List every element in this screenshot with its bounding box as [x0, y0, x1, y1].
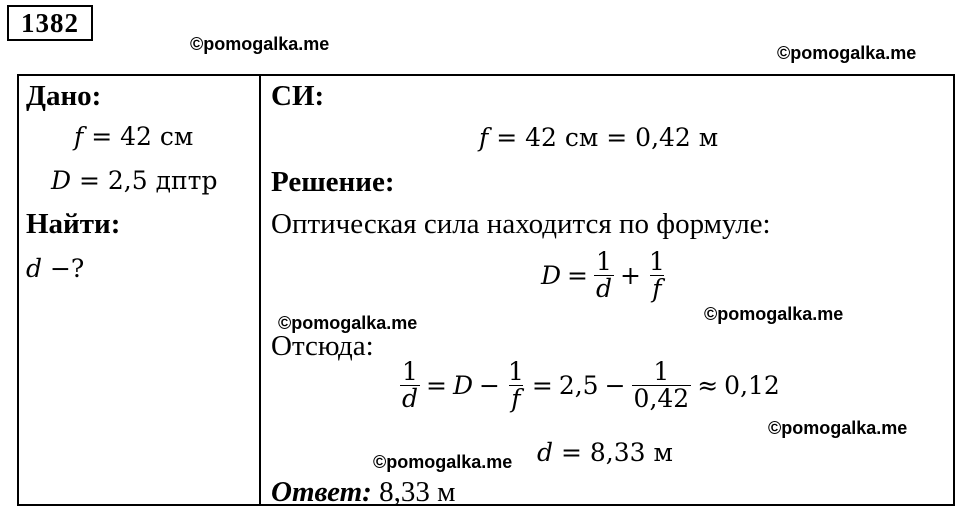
find-d: d −?	[26, 254, 85, 283]
watermark: ©pomogalka.me	[768, 418, 908, 438]
find-heading: Найти:	[26, 208, 121, 240]
answer-line: Ответ: 8,33 м	[271, 476, 456, 508]
watermark: ©pomogalka.me	[278, 313, 418, 333]
hence-label: Отсюда:	[271, 330, 374, 362]
column-divider	[259, 74, 261, 506]
given-D: D = 2,5 дптр	[51, 166, 218, 195]
si-heading: СИ:	[271, 80, 325, 112]
calculation-line: $\frac{1}{d}$ = D − $\frac{1}{f}$ = 2,5 − $\frac{1}{0,42}$ ≈ 0,12	[402, 357, 780, 414]
solution-intro: Оптическая сила находится по формуле:	[271, 208, 771, 240]
watermark: ©pomogalka.me	[704, 304, 844, 324]
watermark: ©pomogalka.me	[777, 43, 917, 63]
problem-number: 1382	[7, 5, 93, 41]
optical-power-formula: D = $\frac{1}{d}$ + $\frac{1}{f}$	[541, 247, 665, 304]
si-conversion: f = 42 см = 0,42 м	[479, 123, 719, 152]
watermark: ©pomogalka.me	[190, 34, 330, 54]
given-f: f = 42 см	[74, 122, 194, 151]
given-heading: Дано:	[26, 80, 102, 112]
solution-heading: Решение:	[271, 166, 395, 198]
result-d: d = 8,33 м	[537, 438, 673, 467]
watermark: ©pomogalka.me	[373, 452, 513, 472]
